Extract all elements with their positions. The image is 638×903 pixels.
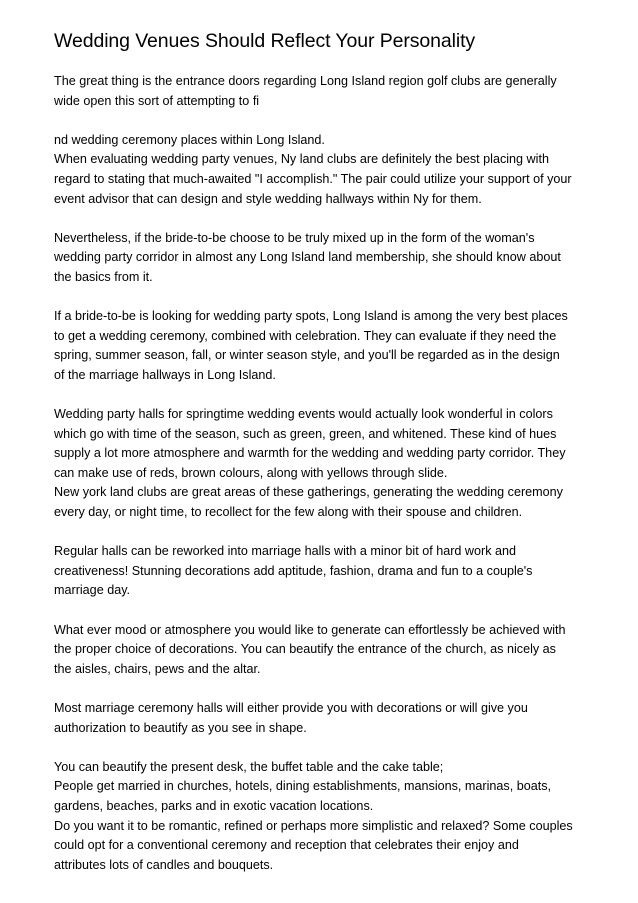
text-line: event advisor that can design and style wedding hallways within Ny for them. <box>54 191 482 206</box>
document-title: Wedding Venues Should Reflect Your Personality <box>54 30 476 52</box>
text-line: regard to stating that much-awaited "I accomplish." The pair could utilize your support of your <box>54 171 572 186</box>
paragraph <box>54 621 614 680</box>
paragraph <box>54 131 614 209</box>
text-line: You can beautify the present desk, the buffet table and the cake table; <box>54 759 444 774</box>
text-line: nd wedding ceremony places within Long Island. <box>54 132 325 147</box>
paragraph <box>54 405 614 523</box>
paragraph <box>54 72 614 111</box>
text-line: authorization to beautify as you see in shape. <box>54 720 307 735</box>
text-line: could opt for a conventional ceremony and reception that celebrates their enjoy and <box>54 838 519 853</box>
document-page <box>54 26 614 895</box>
text-line: which go with time of the season, such as green, green, and whitened. These kind of hues <box>54 426 557 441</box>
text-line: the basics from it. <box>54 269 153 284</box>
text-line: creativeness! Stunning decorations add aptitude, fashion, drama and fun to a couple's <box>54 563 533 578</box>
text-line: to get a wedding ceremony, combined with celebration. They can evaluate if they need the <box>54 328 557 343</box>
text-line: Nevertheless, if the bride-to-be choose to be truly mixed up in the form of the woman's <box>54 230 535 245</box>
text-line: wide open this sort of attempting to fi <box>54 93 260 108</box>
paragraph <box>54 542 614 601</box>
text-line: attributes lots of candles and bouquets. <box>54 857 274 872</box>
text-line: Regular halls can be reworked into marriage halls with a minor bit of hard work and <box>54 544 516 559</box>
document-body <box>54 72 614 875</box>
paragraph <box>54 307 614 385</box>
text-line: the aisles, chairs, pews and the altar. <box>54 661 261 676</box>
text-line: What ever mood or atmosphere you would like to generate can effortlessly be achieved with <box>54 622 566 637</box>
text-line: supply a lot more atmosphere and warmth for the wedding and wedding party corridor. They <box>54 446 566 461</box>
text-line: If a bride-to-be is looking for wedding party spots, Long Island is among the very best places <box>54 309 568 324</box>
text-line: The great thing is the entrance doors regarding Long Island region golf clubs are generally <box>54 74 557 88</box>
text-line: When evaluating wedding party venues, Ny land clubs are definitely the best placing with <box>54 152 549 167</box>
paragraph <box>54 229 614 288</box>
text-line: the proper choice of decorations. You can beautify the entrance of the church, as nicely as <box>54 642 556 657</box>
text-line: every day, or night time, to recollect for the few along with their spouse and children. <box>54 505 523 520</box>
paragraph <box>54 699 614 738</box>
text-line: People get married in churches, hotels, dining establishments, mansions, marinas, boats, <box>54 779 552 794</box>
text-line: wedding party corridor in almost any Long Island land membership, she should know about <box>54 250 561 265</box>
paragraph <box>54 758 614 876</box>
text-line: marriage day. <box>54 583 131 598</box>
text-line: gardens, beaches, parks and in exotic vacation locations. <box>54 798 374 813</box>
text-line: spring, summer season, fall, or winter season style, and you'll be regarded as in the design <box>54 348 560 363</box>
text-line: New york land clubs are great areas of these gatherings, generating the wedding ceremony <box>54 485 563 500</box>
text-line: of the marriage hallways in Long Island. <box>54 367 276 382</box>
text-line: can make use of reds, brown colours, along with yellows through slide. <box>54 465 448 480</box>
text-line: Do you want it to be romantic, refined or perhaps more simplistic and relaxed? Some couples <box>54 818 573 833</box>
text-line: Most marriage ceremony halls will either provide you with decorations or will give you <box>54 701 528 715</box>
text-line: Wedding party halls for springtime wedding events would actually look wonderful in colors <box>54 407 553 422</box>
